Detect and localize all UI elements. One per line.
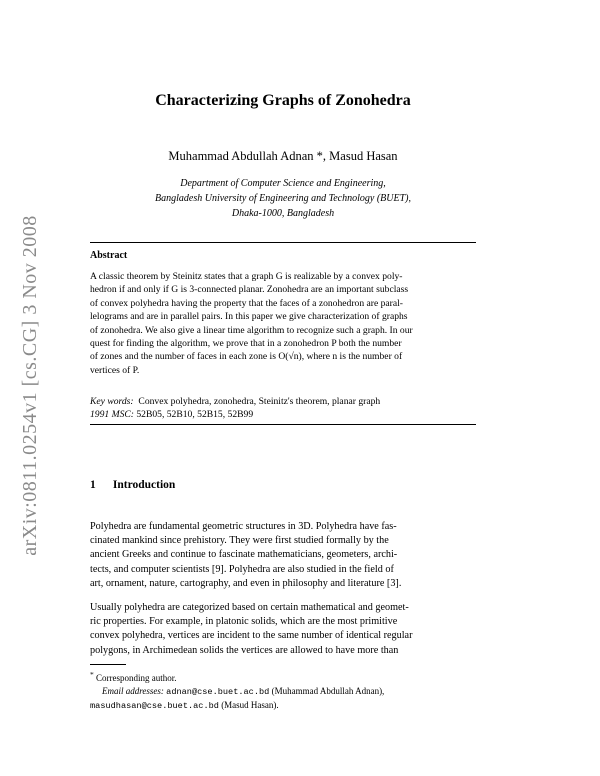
keywords-label: Key words: — [90, 396, 134, 407]
abstract-top-rule — [90, 242, 476, 243]
paragraph-line: Usually polyhedra are categorized based on certain mathematical and geomet- — [90, 602, 409, 613]
abstract-line: quest for finding the algorithm, we prove that in a zonohedron P both the number — [90, 338, 402, 350]
footnote-corresponding-text: Corresponding author. — [96, 673, 177, 683]
affiliation-line: Department of Computer Science and Engineering, — [180, 178, 386, 189]
keywords-text: Convex polyhedra, zonohedra, Steinitz's theorem, planar graph — [138, 396, 381, 407]
email-owner-adnan: (Muhammad Abdullah Adnan), — [271, 686, 385, 696]
abstract-line: lelograms and are in parallel pairs. In this paper we give characterization of graphs — [90, 311, 408, 323]
affiliation-line: Dhaka-1000, Bangladesh — [231, 208, 335, 219]
paper-title: Characterizing Graphs of Zonohedra — [155, 92, 411, 109]
footnote-email-line-2 — [90, 699, 490, 713]
footnote-block — [90, 668, 490, 713]
abstract-line: of zonohedra. We also give a linear time algorithm to recognize such a graph. In our — [90, 324, 413, 336]
arxiv-identifier-stamp — [20, 195, 40, 575]
email-addresses-label: Email addresses: — [102, 686, 164, 696]
footnote-email-line-1 — [90, 685, 490, 699]
section-number: 1 — [90, 479, 96, 491]
affiliation-block — [90, 176, 476, 221]
introduction-paragraph-2 — [90, 601, 476, 658]
abstract-line: of convex polyhedra having the property that the faces of a zonohedron are paral- — [90, 297, 403, 309]
msc-text: 52B05, 52B10, 52B15, 52B99 — [136, 409, 254, 421]
abstract-line: A classic theorem by Steinitz states that a graph G is realizable by a convex poly- — [90, 271, 403, 282]
paragraph-line: Polyhedra are fundamental geometric structures in 3D. Polyhedra have fas- — [90, 521, 397, 532]
paragraph-line: ancient Greeks and continue to fascinate mathematicians, geometers, archi- — [90, 549, 398, 561]
abstract-line: hedron if and only if G is 3-connected planar. Zonohedra are an important subclass — [90, 284, 409, 296]
email-link-hasan[interactable]: masudhasan@cse.buet.ac.bd — [90, 701, 219, 711]
footnote-rule — [90, 664, 126, 665]
abstract-heading: Abstract — [90, 250, 128, 261]
email-owner-hasan: (Masud Hasan). — [221, 700, 279, 710]
abstract-body — [90, 270, 476, 377]
paragraph-line: convex polyhedra, vertices are incident to the same number of identical regular — [90, 630, 413, 642]
paragraph-line: cinated mankind since prehistory. They were first studied formally by the — [90, 535, 389, 547]
msc-line — [90, 408, 476, 421]
keywords-block — [90, 395, 476, 422]
keywords-line — [90, 395, 476, 408]
footnote-corresponding — [90, 668, 490, 685]
paragraph-line: polygons, in Archimedean solids the vertices are allowed to have more than — [90, 644, 399, 656]
email-link-adnan[interactable]: adnan@cse.buet.ac.bd — [166, 687, 270, 697]
affiliation-line: Bangladesh University of Engineering and Technology (BUET), — [155, 193, 411, 204]
abstract-line: of zones and the number of faces in each zone is O(√n), where n is the number of — [90, 351, 403, 363]
abstract-bottom-rule — [90, 424, 476, 425]
section-title: Introduction — [112, 479, 176, 491]
paragraph-line: art, ornament, nature, cartography, and even in philosophy and literature [3]. — [90, 577, 402, 589]
paper-authors: Muhammad Abdullah Adnan *, Masud Hasan — [168, 149, 398, 163]
paragraph-line: ric properties. For example, in platonic solids, which are the most primitive — [90, 616, 398, 628]
section-heading — [90, 479, 175, 491]
introduction-paragraph-1 — [90, 520, 476, 591]
msc-label: 1991 MSC: — [90, 409, 134, 421]
abstract-line: vertices of P. — [90, 364, 140, 376]
footnote-marker: * — [90, 670, 94, 679]
arxiv-identifier-text: arXiv:0811.0254v1 [cs.CG] 3 Nov 2008 — [18, 214, 41, 556]
paragraph-line: tects, and computer scientists [9]. Polyhedra are also studied in the field of — [90, 563, 394, 575]
